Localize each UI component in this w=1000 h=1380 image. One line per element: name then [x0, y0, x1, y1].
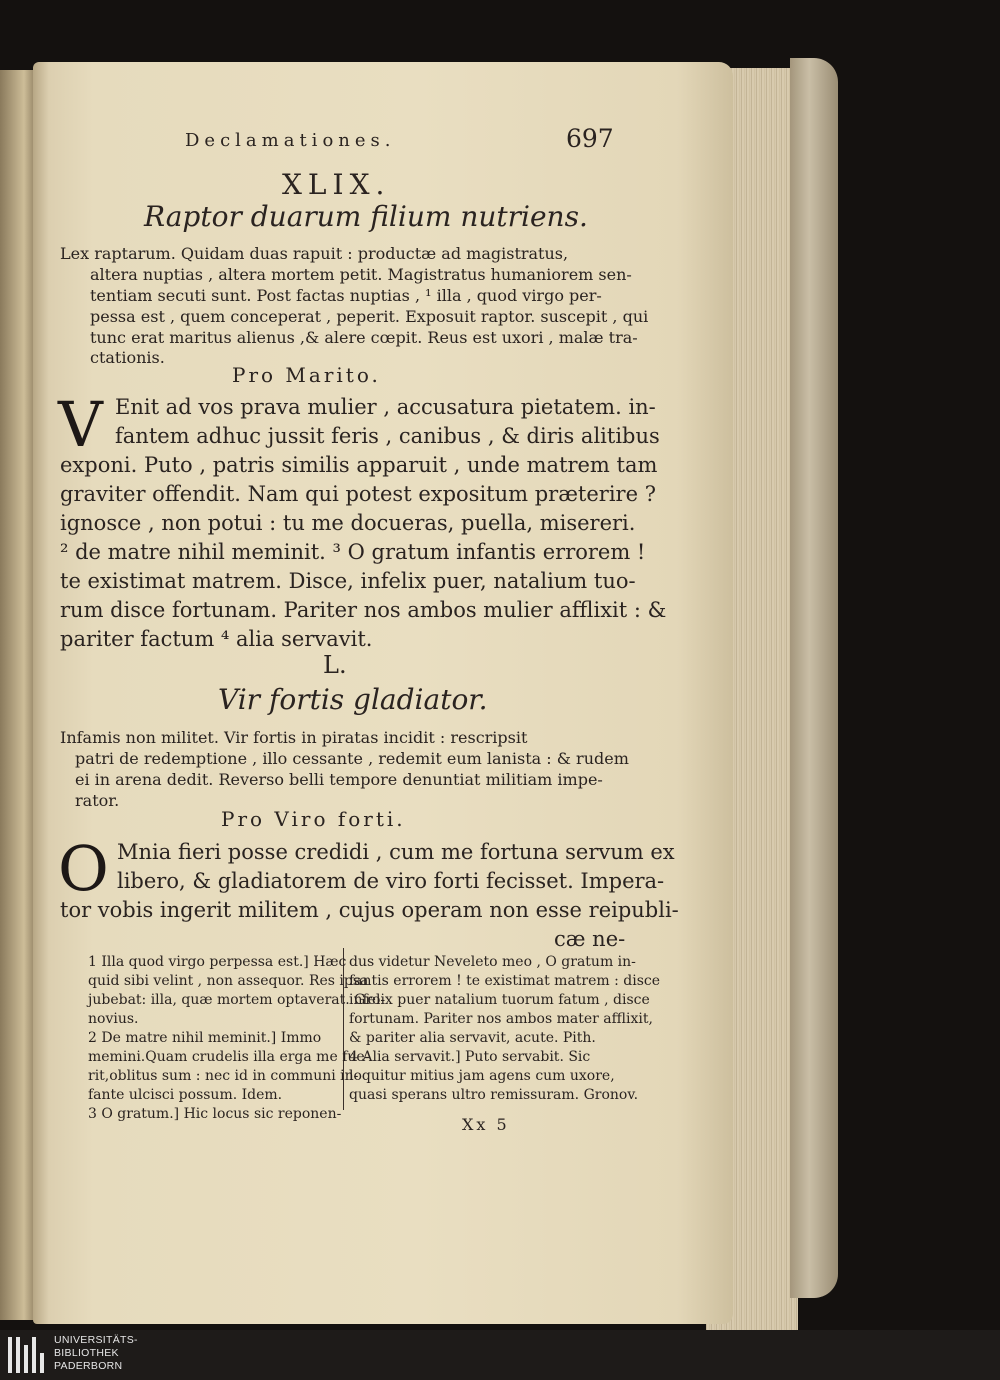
- footnote-line: dus videtur Neveleto meo , O gratum in-: [349, 954, 636, 970]
- text-line: graviter offendit. Nam qui potest expositum præterire ?: [60, 482, 656, 506]
- argument-line: patri de redemptione , illo cessante , redemit eum lanista : & rudem: [75, 749, 629, 768]
- subheading: Pro Marito.: [232, 363, 381, 387]
- text-line: libero, & gladiatorem de viro forti fecisset. Impera-: [117, 869, 665, 893]
- footnote-line: quid sibi velint , non assequor. Res ipsa: [88, 973, 369, 989]
- library-name-line: BIBLIOTHEK: [54, 1347, 119, 1359]
- book-binding: [790, 58, 838, 1298]
- footnote-line: & pariter alia servavit, acute. Pith.: [349, 1030, 596, 1046]
- argument-line: Lex raptarum. Quidam duas rapuit : productæ ad magistratus,: [60, 244, 569, 263]
- footnote-line: quasi sperans ultro remissuram. Gronov.: [349, 1087, 639, 1103]
- argument-line: Infamis non militet. Vir fortis in piratas incidit : rescripsit: [60, 728, 528, 747]
- footnote-line: infelix puer natalium tuorum fatum , disce: [349, 992, 650, 1008]
- drop-cap: V: [58, 388, 103, 461]
- argument-line: pessa est , quem conceperat , peperit. Exposuit raptor. suscepit , qui: [90, 307, 649, 326]
- footnote-line: 2 De matre nihil meminit.] Immo: [88, 1030, 322, 1046]
- footnote-line: fantis errorem ! te existimat matrem : disce: [349, 973, 661, 989]
- running-head: Declamationes.: [185, 130, 396, 151]
- text-line: Enit ad vos prava mulier , accusatura pietatem. in-: [115, 395, 656, 419]
- text-line: exponi. Puto , patris similis apparuit , unde matrem tam: [60, 453, 658, 477]
- argument-line: ei in arena dedit. Reverso belli tempore denuntiat militiam impe-: [75, 770, 603, 789]
- argument-line: rator.: [75, 791, 120, 810]
- drop-cap: O: [58, 832, 109, 905]
- argument-line: ctationis.: [90, 348, 165, 367]
- text-line: tor vobis ingerit militem , cujus operam non esse reipubli-: [60, 898, 679, 922]
- text-line: rum disce fortunam. Pariter nos ambos mulier afflixit : &: [60, 598, 667, 622]
- footnote-line: jubebat: illa, quæ mortem optaverat. Gro-: [88, 992, 386, 1008]
- page-number: 697: [566, 124, 614, 153]
- footnote-line: 1 Illa quod virgo perpessa est.] Hæc: [88, 954, 347, 970]
- section-title: Raptor duarum filium nutriens.: [144, 200, 588, 233]
- footnote-line: 4 Alia servavit.] Puto servabit. Sic: [349, 1049, 591, 1065]
- text-line: pariter factum ⁴ alia servavit.: [60, 627, 373, 651]
- library-logo-icon: [8, 1337, 46, 1373]
- library-footer: [0, 1330, 1000, 1380]
- text-line: fantem adhuc jussit feris , canibus , & diris alitibus: [115, 424, 660, 448]
- section-number: XLIX.: [282, 168, 391, 201]
- text-line: te existimat matrem. Disce, infelix puer, natalium tuo-: [60, 569, 636, 593]
- text-line: ² de matre nihil meminit. ³ O gratum infantis errorem !: [60, 540, 646, 564]
- library-name-line: UNIVERSITÄTS-: [54, 1334, 138, 1346]
- footnote-line: memini.Quam crudelis illa erga me fue-: [88, 1049, 370, 1065]
- text-line: Mnia fieri posse credidi , cum me fortuna servum ex: [117, 840, 675, 864]
- library-name-line: PADERBORN: [54, 1360, 123, 1372]
- footnote-line: fortunam. Pariter nos ambos mater afflixit,: [349, 1011, 653, 1027]
- subheading: Pro Viro forti.: [221, 807, 406, 831]
- footnote-line: rit,oblitus sum : nec id in communi in-: [88, 1068, 359, 1084]
- text-line: ignosce , non potui : tu me docueras, puella, misereri.: [60, 511, 636, 535]
- catchword: cæ ne-: [554, 927, 626, 951]
- argument-line: tunc erat maritus alienus ,& alere cœpit. Reus est uxori , malæ tra-: [90, 328, 638, 347]
- footnote-line: fante ulcisci possum. Idem.: [88, 1087, 283, 1103]
- footnote-line: loquitur mitius jam agens cum uxore,: [349, 1068, 615, 1084]
- signature-mark: Xx 5: [462, 1115, 510, 1134]
- footnote-line: 3 O gratum.] Hic locus sic reponen-: [88, 1106, 342, 1122]
- argument-line: tentiam secuti sunt. Post factas nuptias , ¹ illa , quod virgo per-: [90, 286, 602, 305]
- section-number: L.: [323, 651, 347, 679]
- argument-line: altera nuptias , altera mortem petit. Magistratus humaniorem sen-: [90, 265, 632, 284]
- library-name: [54, 1334, 138, 1373]
- section-title: Vir fortis gladiator.: [218, 683, 488, 716]
- footnote-line: novius.: [88, 1011, 139, 1027]
